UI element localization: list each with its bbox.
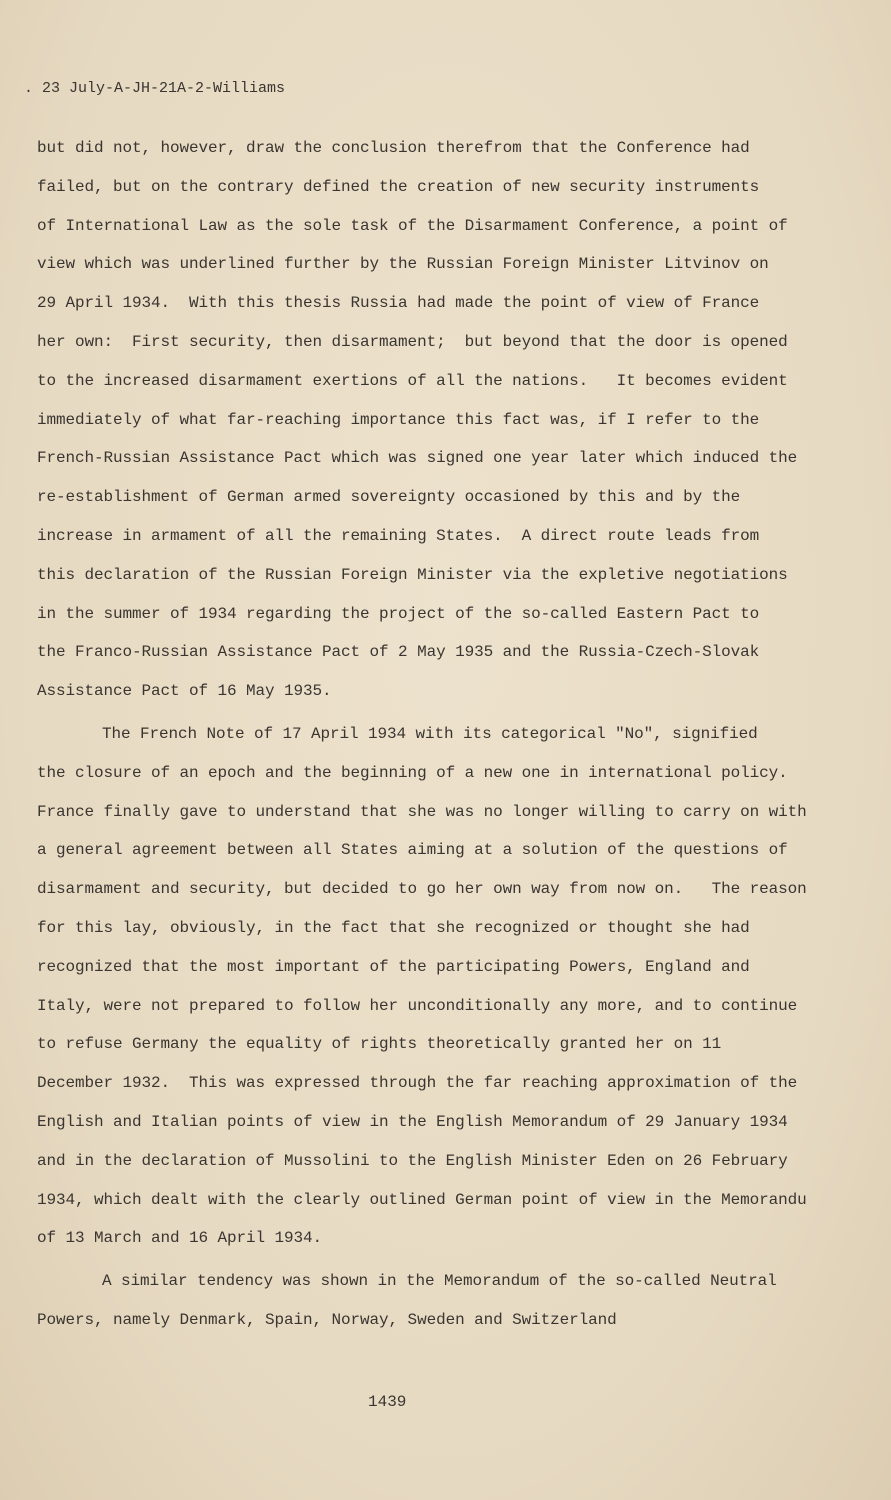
text-line: 29 April 1934. With this thesis Russia had made the point of view of France <box>37 294 760 313</box>
text-line: France finally gave to understand that she was no longer willing to carry on with <box>37 802 807 821</box>
text-line: disarmament and security, but decided to go her own way from now on. The reason <box>37 880 807 899</box>
text-line: for this lay, obviously, in the fact that she recognized or thought she had <box>37 918 750 937</box>
text-line: her own: First security, then disarmament; but beyond that the door is opened <box>37 332 788 351</box>
text-line: Powers, namely Denmark, Spain, Norway, Sweden and Switzerland <box>37 1310 617 1329</box>
document-header: . 23 July-A-JH-21A-2-Williams <box>24 80 286 97</box>
text-line: and in the declaration of Mussolini to the English Minister Eden on 26 February <box>37 1151 788 1170</box>
paragraph-3 <box>37 1271 777 1349</box>
text-line: French-Russian Assistance Pact which was signed one year later which induced the <box>37 449 798 468</box>
text-line: December 1932. This was expressed through the far reaching approximation of the <box>37 1074 798 1093</box>
text-line: to refuse Germany the equality of rights theoretically granted her on 11 <box>37 1035 722 1054</box>
text-line: of International Law as the sole task of the Disarmament Conference, a point of <box>37 216 788 235</box>
text-line: 1934, which dealt with the clearly outlined German point of view in the Memorandu <box>37 1190 807 1209</box>
text-line: the Franco-Russian Assistance Pact of 2 May 1935 and the Russia-Czech-Slovak <box>37 643 760 662</box>
text-line: view which was underlined further by the Russian Foreign Minister Litvinov on <box>37 255 769 274</box>
paragraph-1 <box>37 138 797 720</box>
text-line: increase in armament of all the remaining States. A direct route leads from <box>37 526 760 545</box>
text-line: Assistance Pact of 16 May 1935. <box>37 682 332 701</box>
text-line: re-establishment of German armed sovereignty occasioned by this and by the <box>37 488 741 507</box>
text-line: immediately of what far-reaching importance this fact was, if I refer to the <box>37 410 760 429</box>
text-line: The French Note of 17 April 1934 with its categorical "No", signified <box>102 725 758 743</box>
text-line: A similar tendency was shown in the Memorandum of the so-called Neutral <box>102 1272 777 1290</box>
text-line: in the summer of 1934 regarding the project of the so-called Eastern Pact to <box>37 604 760 623</box>
text-line: failed, but on the contrary defined the creation of new security instruments <box>37 177 760 196</box>
text-line: this declaration of the Russian Foreign Minister via the expletive negotiations <box>37 565 788 584</box>
text-line: a general agreement between all States aiming at a solution of the questions of <box>37 841 788 860</box>
text-line: the closure of an epoch and the beginning of a new one in international policy. <box>37 763 788 782</box>
text-line: but did not, however, draw the conclusion therefrom that the Conference had <box>37 139 750 157</box>
text-line: of 13 March and 16 April 1934. <box>37 1229 323 1248</box>
paragraph-2 <box>37 724 807 1267</box>
page-number: 1439 <box>368 1393 407 1411</box>
text-line: Italy, were not prepared to follow her unconditionally any more, and to continue <box>37 996 798 1015</box>
text-line: English and Italian points of view in the English Memorandum of 29 January 1934 <box>37 1112 788 1131</box>
text-line: recognized that the most important of the participating Powers, England and <box>37 957 750 976</box>
text-line: to the increased disarmament exertions of all the nations. It becomes evident <box>37 371 788 390</box>
